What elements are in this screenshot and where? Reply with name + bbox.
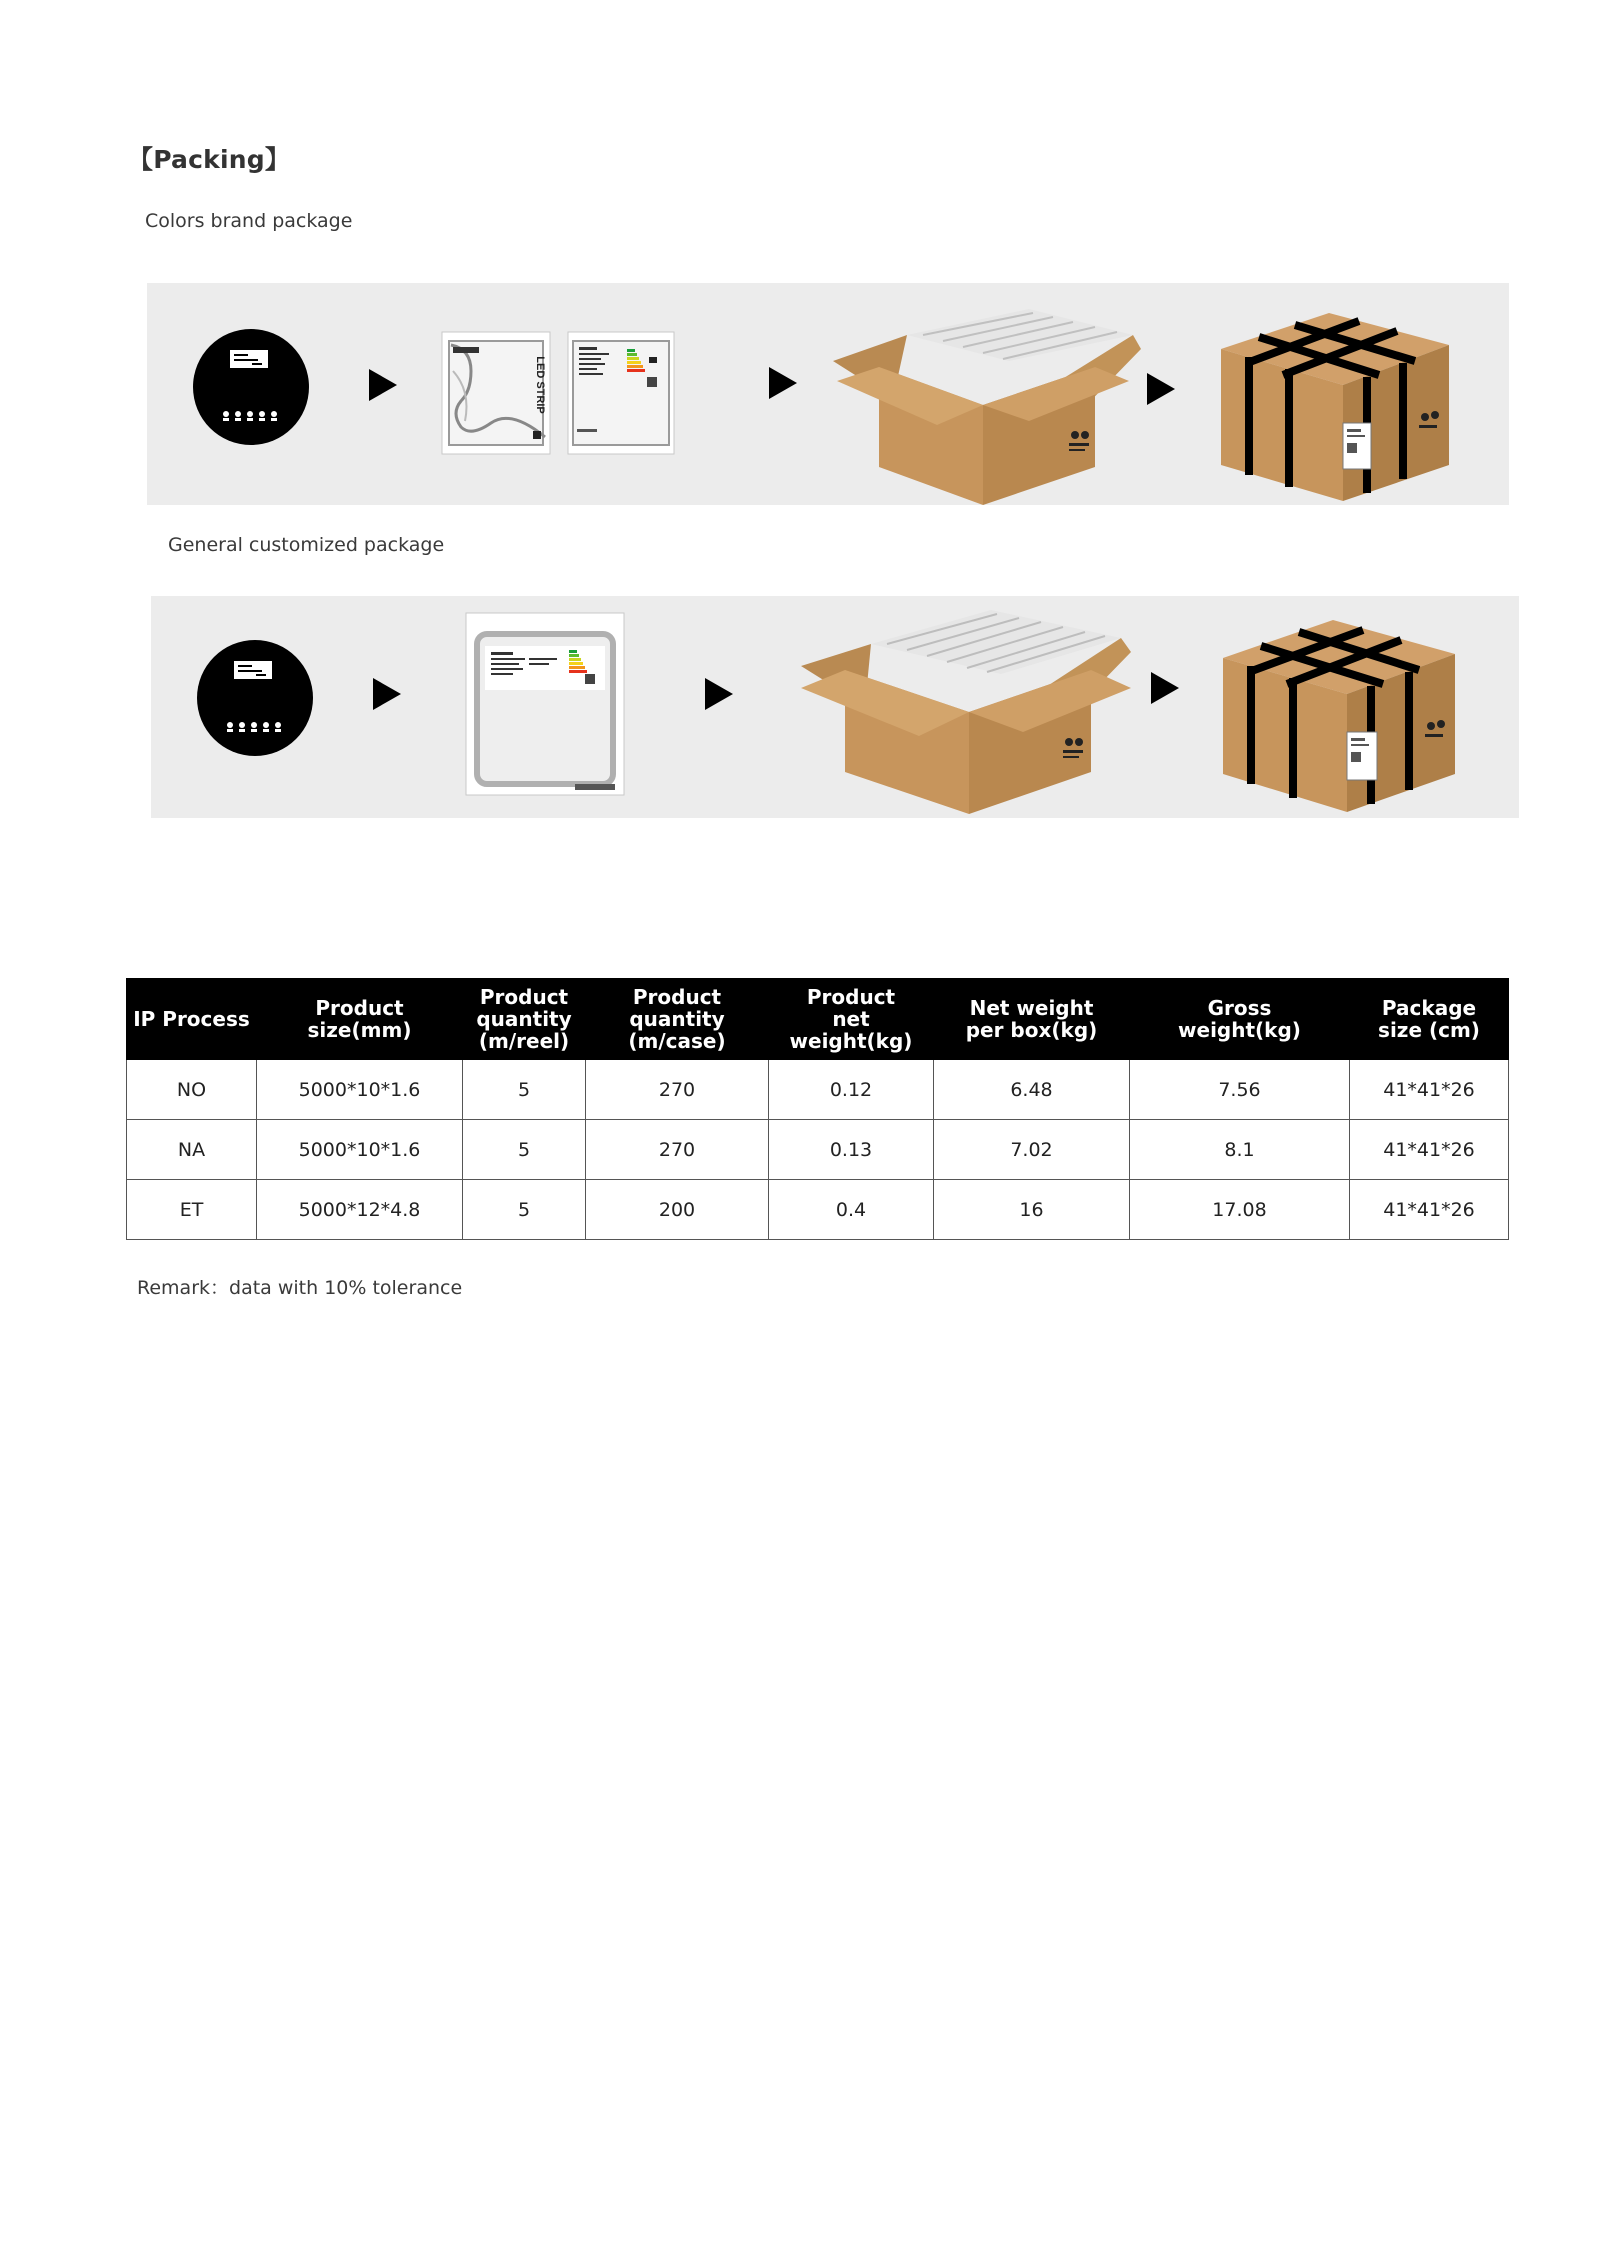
header-gross-weight: Gross weight(kg) <box>1130 979 1350 1060</box>
cell-net-weight: 0.13 <box>769 1120 934 1180</box>
table-row <box>127 1060 1509 1120</box>
cell-ip-process: NO <box>127 1060 257 1120</box>
custom-package-panel <box>151 596 1519 818</box>
section-title: 【Packing】 <box>128 145 291 174</box>
header-product-size: Product size(mm) <box>257 979 463 1060</box>
reel-icon <box>196 639 314 757</box>
cell-product-size: 5000*12*4.8 <box>257 1180 463 1240</box>
cell-net-weight: 0.4 <box>769 1180 934 1240</box>
open-carton-icon <box>801 608 1141 814</box>
cell-quantity-reel: 5 <box>463 1060 586 1120</box>
cell-quantity-case: 270 <box>586 1120 769 1180</box>
bag-back-icon <box>567 331 675 455</box>
table-row <box>127 1180 1509 1240</box>
packing-table <box>126 978 1509 1240</box>
bag-icon <box>465 612 625 796</box>
bag-side-text: LED STRIP <box>534 356 546 414</box>
header-package-size: Package size (cm) <box>1350 979 1509 1060</box>
cell-net-weight: 0.12 <box>769 1060 934 1120</box>
header-net-weight-box: Net weight per box(kg) <box>934 979 1130 1060</box>
table-row <box>127 1120 1509 1180</box>
cell-product-size: 5000*10*1.6 <box>257 1060 463 1120</box>
sealed-carton-icon <box>1221 602 1457 812</box>
cell-quantity-case: 270 <box>586 1060 769 1120</box>
bag-icon <box>441 331 551 455</box>
arrow-right-icon <box>369 369 397 401</box>
cell-quantity-reel: 5 <box>463 1180 586 1240</box>
brand-package-label: Colors brand package <box>145 210 353 232</box>
arrow-right-icon <box>1147 373 1175 405</box>
cell-quantity-case: 200 <box>586 1180 769 1240</box>
header-net-weight: Product net weight(kg) <box>769 979 934 1060</box>
custom-package-label: General customized package <box>168 534 445 556</box>
cell-package-size: 41*41*26 <box>1350 1120 1509 1180</box>
reel-icon <box>192 328 310 446</box>
arrow-right-icon <box>769 367 797 399</box>
arrow-right-icon <box>373 678 401 710</box>
sealed-carton-icon <box>1219 295 1451 501</box>
remark-text: Remark：data with 10% tolerance <box>137 1277 463 1299</box>
cell-net-weight-box: 6.48 <box>934 1060 1130 1120</box>
table-header-row <box>127 979 1509 1060</box>
cell-net-weight-box: 7.02 <box>934 1120 1130 1180</box>
cell-package-size: 41*41*26 <box>1350 1060 1509 1120</box>
cell-gross-weight: 17.08 <box>1130 1180 1350 1240</box>
cell-package-size: 41*41*26 <box>1350 1180 1509 1240</box>
cell-net-weight-box: 16 <box>934 1180 1130 1240</box>
header-quantity-case: Product quantity (m/case) <box>586 979 769 1060</box>
arrow-right-icon <box>705 678 733 710</box>
brand-package-panel <box>147 283 1509 505</box>
cell-gross-weight: 8.1 <box>1130 1120 1350 1180</box>
open-carton-icon <box>833 309 1141 505</box>
cell-product-size: 5000*10*1.6 <box>257 1120 463 1180</box>
header-ip-process: IP Process <box>127 979 257 1060</box>
cell-gross-weight: 7.56 <box>1130 1060 1350 1120</box>
cell-ip-process: ET <box>127 1180 257 1240</box>
cell-ip-process: NA <box>127 1120 257 1180</box>
cell-quantity-reel: 5 <box>463 1120 586 1180</box>
header-quantity-reel: Product quantity (m/reel) <box>463 979 586 1060</box>
arrow-right-icon <box>1151 672 1179 704</box>
